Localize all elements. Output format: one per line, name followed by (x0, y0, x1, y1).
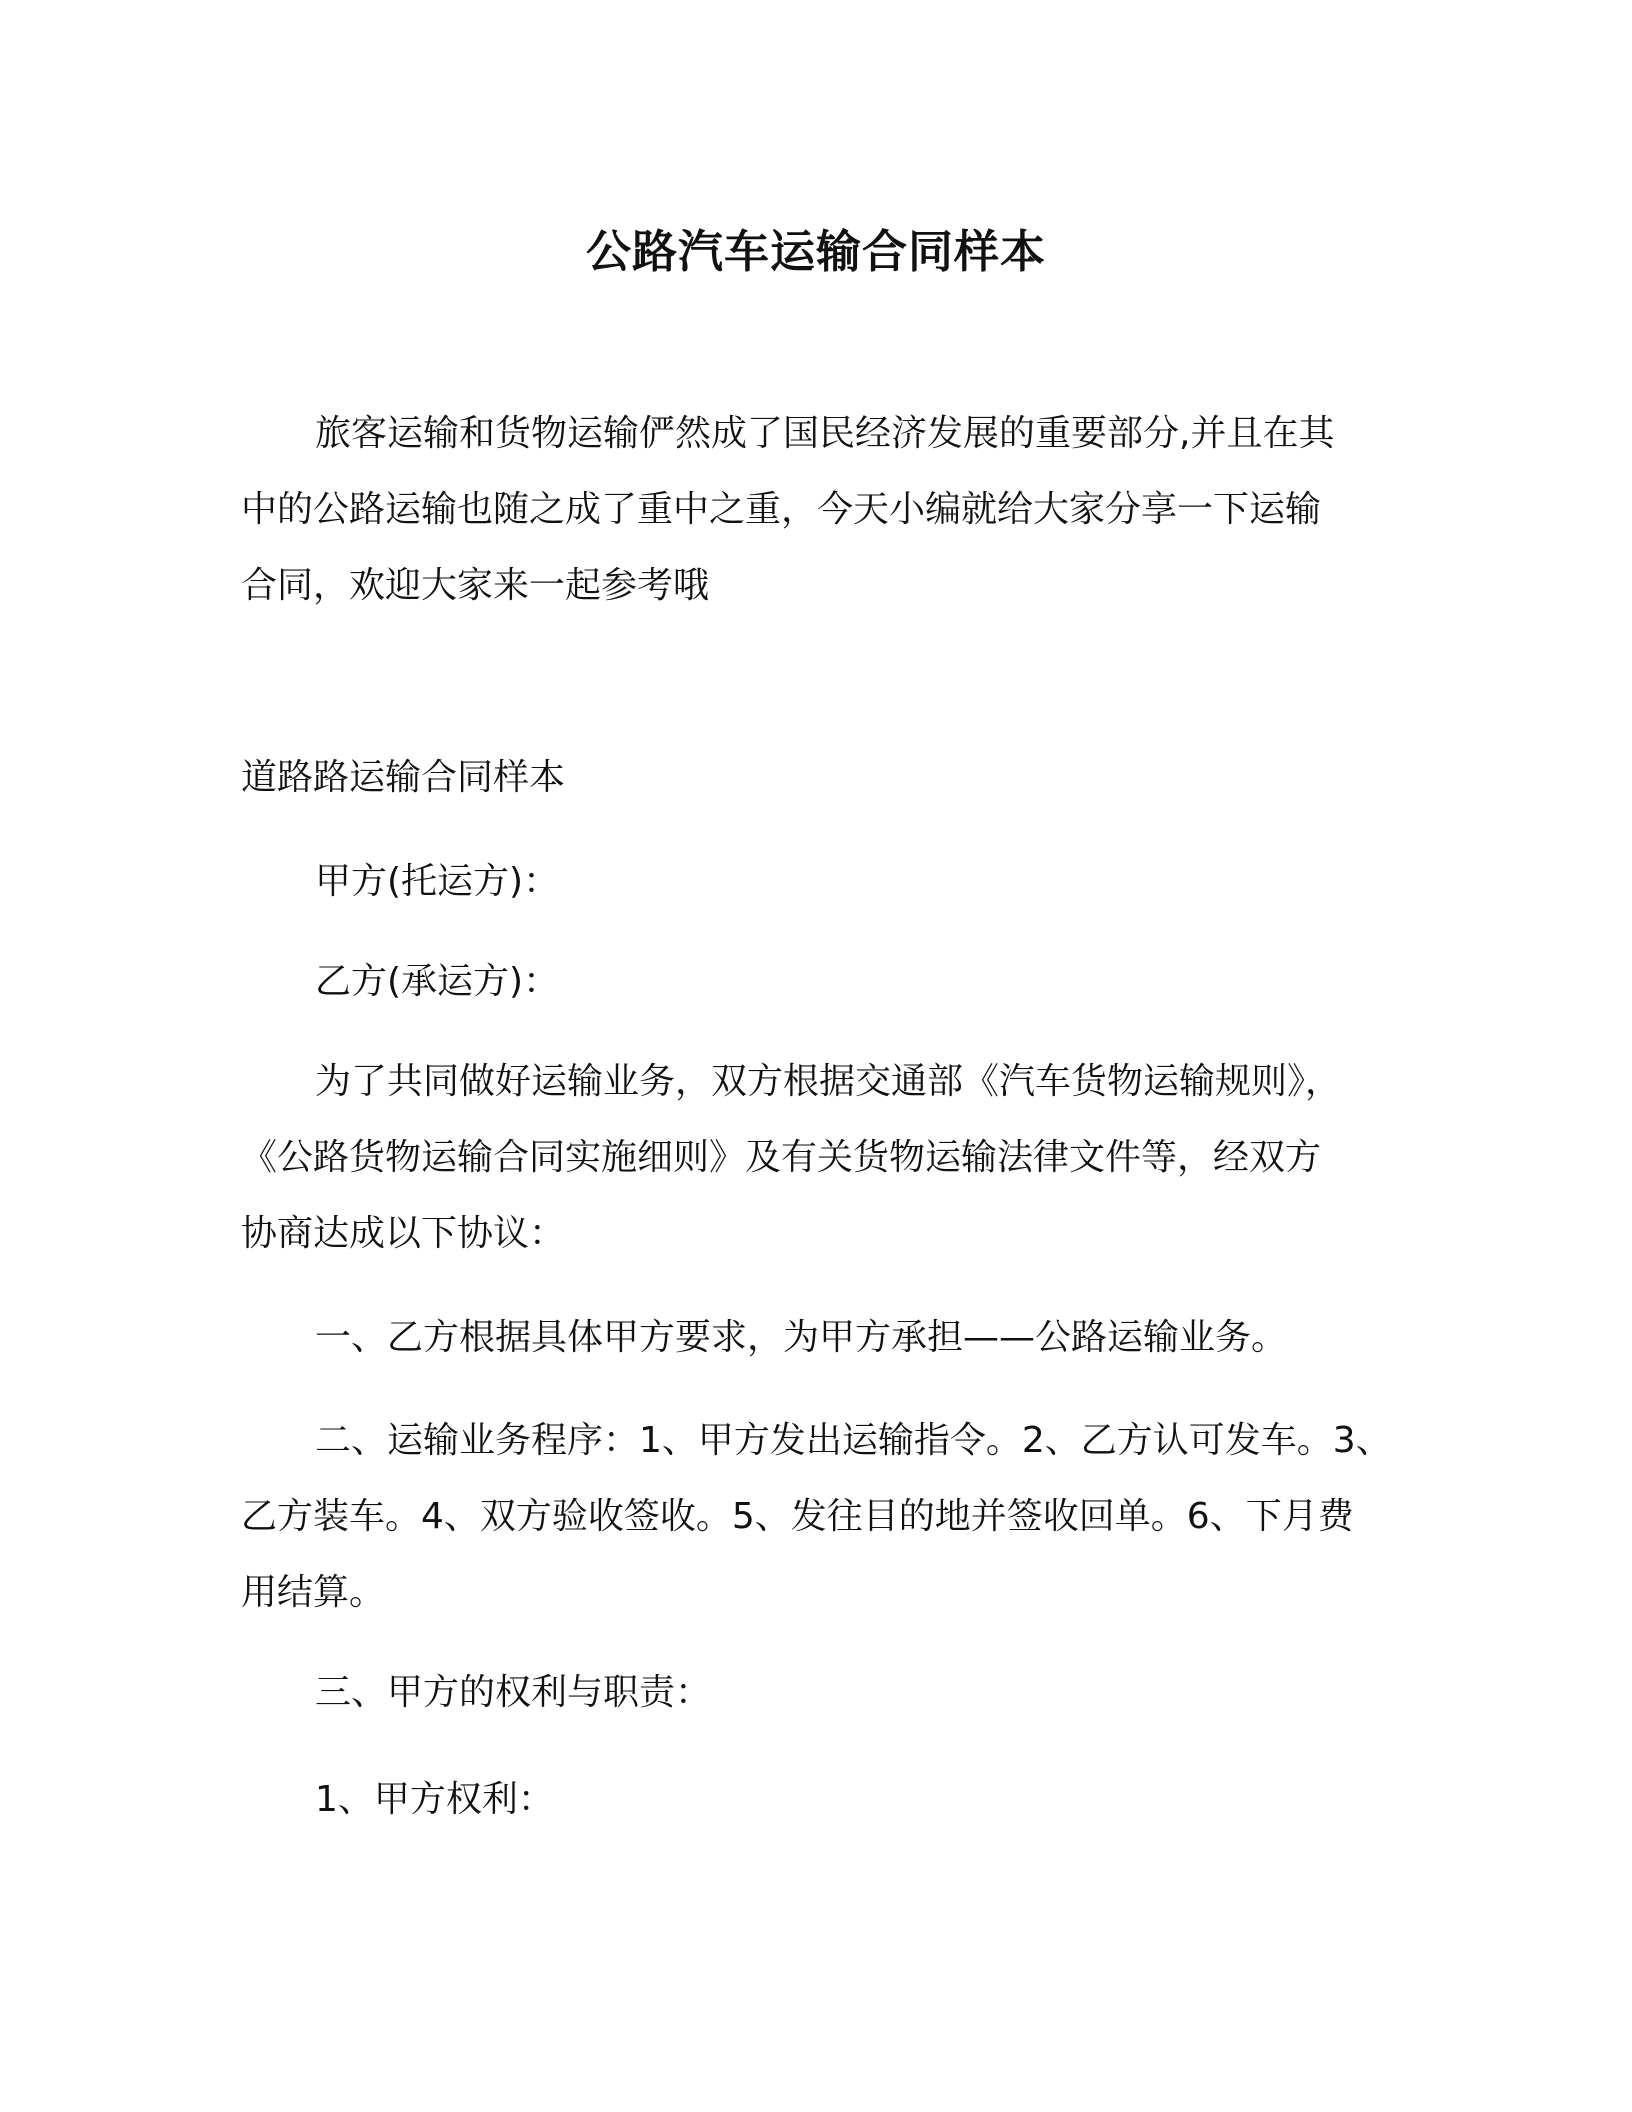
preamble-line: 《公路货物运输合同实施细则》及有关货物运输法律文件等，经双方 (241, 1137, 1322, 1178)
clause-3-1-heading: 1、甲方权利： (315, 1779, 554, 1820)
clause-2-line: 二、运输业务程序：1、甲方发出运输指令。2、乙方认可发车。3、 (315, 1420, 1392, 1461)
party-a-line: 甲方(托运方)： (315, 861, 560, 902)
preamble-line: 协商达成以下协议： (241, 1213, 566, 1254)
party-b-line: 乙方(承运方)： (315, 961, 560, 1002)
clause-3-heading: 三、甲方的权利与职责： (315, 1672, 712, 1713)
clause-2-line: 乙方装车。4、双方验收签收。5、发往目的地并签收回单。6、下月费 (241, 1496, 1354, 1537)
document-title: 公路汽车运输合同样本 (585, 225, 1046, 278)
clause-1: 一、乙方根据具体甲方要求，为甲方承担——公路运输业务。 (315, 1317, 1288, 1358)
section-heading: 道路路运输合同样本 (241, 757, 566, 798)
intro-line: 中的公路运输也随之成了重中之重，今天小编就给大家分享一下运输 (241, 489, 1322, 530)
preamble-line: 为了共同做好运输业务，双方根据交通部《汽车货物运输规则》， (315, 1061, 1342, 1102)
clause-2-line: 用结算。 (241, 1572, 386, 1613)
intro-line: 合同，欢迎大家来一起参考哦 (241, 565, 710, 606)
intro-line: 旅客运输和货物运输俨然成了国民经济发展的重要部分,并且在其 (315, 413, 1335, 454)
intro-paragraph (241, 396, 1391, 624)
preamble-paragraph (241, 1044, 1391, 1272)
clause-2-paragraph (241, 1403, 1391, 1631)
